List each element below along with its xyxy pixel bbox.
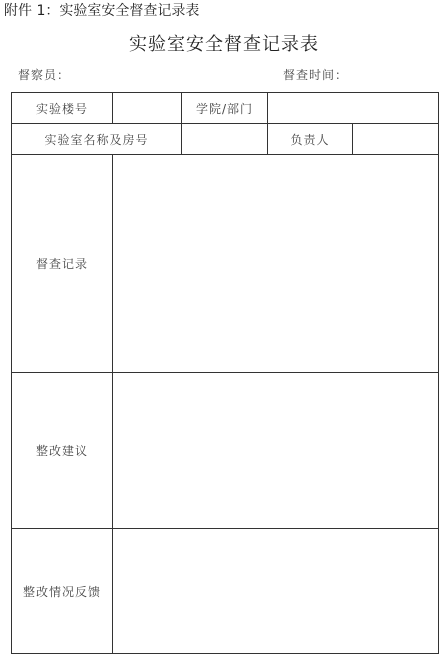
lab-building-field[interactable] bbox=[113, 93, 182, 124]
form-row-inspection-record bbox=[12, 155, 439, 373]
form-row-rectification-feedback bbox=[12, 529, 439, 654]
form-row-lab-name bbox=[12, 124, 439, 155]
lab-name-room-field[interactable] bbox=[182, 124, 268, 155]
lab-name-room-label: 实验室名称及房号 bbox=[12, 124, 182, 155]
attachment-label: 附件 1：实验室安全督查记录表 bbox=[4, 3, 200, 19]
college-department-field[interactable] bbox=[268, 93, 439, 124]
rectification-feedback-label: 整改情况反馈 bbox=[12, 529, 113, 654]
document-title: 实验室安全督查记录表 bbox=[129, 34, 319, 55]
lab-building-label: 实验楼号 bbox=[12, 93, 113, 124]
college-department-label: 学院/部门 bbox=[182, 93, 268, 124]
form-row-building bbox=[12, 93, 439, 124]
inspection-record-field[interactable] bbox=[113, 155, 439, 373]
person-in-charge-label: 负责人 bbox=[268, 124, 353, 155]
form-row-rectification-suggestion bbox=[12, 373, 439, 529]
inspection-form-table bbox=[11, 92, 439, 654]
inspection-record-label: 督查记录 bbox=[12, 155, 113, 373]
inspection-time-label: 督查时间： bbox=[283, 68, 349, 82]
inspector-label: 督察员： bbox=[18, 68, 71, 82]
rectification-suggestion-field[interactable] bbox=[113, 373, 439, 529]
rectification-suggestion-label: 整改建议 bbox=[12, 373, 113, 529]
rectification-feedback-field[interactable] bbox=[113, 529, 439, 654]
person-in-charge-field[interactable] bbox=[353, 124, 439, 155]
